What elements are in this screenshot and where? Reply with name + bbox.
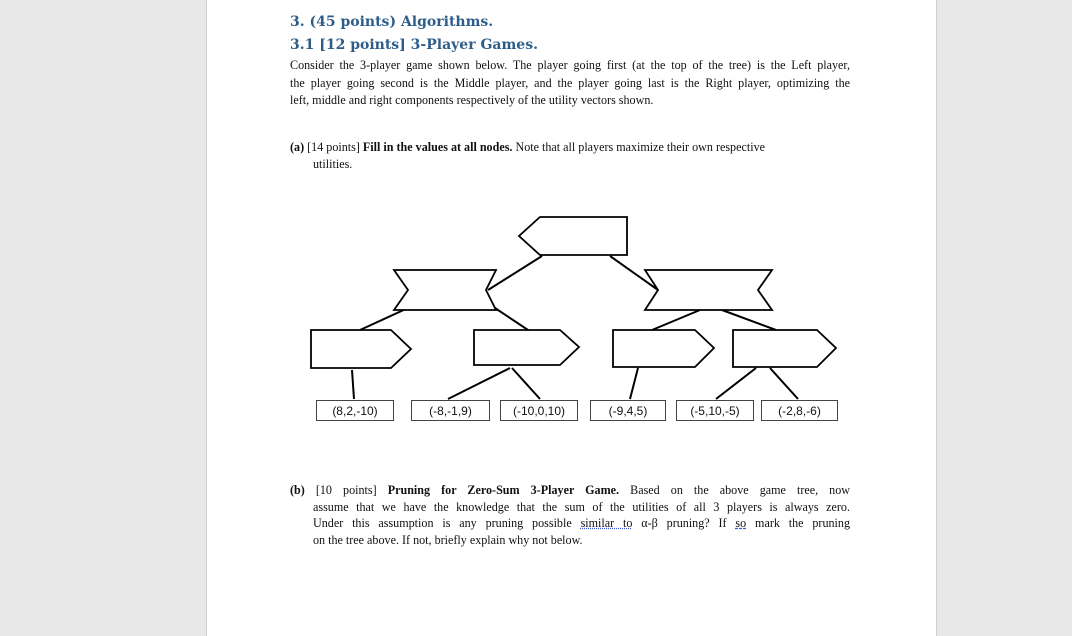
part-a-label: (a) (290, 140, 305, 154)
right-player-node-1[interactable] (311, 330, 411, 368)
leaf-utility-2: (-8,-1,9) (411, 400, 490, 421)
part-a-line-2: utilities. (313, 157, 353, 171)
leaf-utility-6: (-2,8,-6) (761, 400, 838, 421)
leaf-utility-5: (-5,10,-5) (676, 400, 754, 421)
tree-edge (495, 308, 528, 330)
part-a-note: Note that all players maximize their own respective (515, 140, 765, 154)
intro-line-2: the player going second is the Middle player, and the player going last is the Right player, optimizing the (290, 76, 850, 90)
intro-line-3: left, middle and right components respectively of the utility vectors shown. (290, 93, 654, 107)
part-b-line-1 (290, 482, 850, 499)
spellcheck-underline: similar to (580, 516, 633, 530)
subsection-heading: 3.1 [12 points] 3-Player Games. (290, 37, 538, 53)
right-player-node-2[interactable] (474, 330, 579, 365)
tree-edge (512, 368, 540, 399)
section-heading: 3. (45 points) Algorithms. (290, 14, 494, 30)
part-b-title: Pruning for Zero-Sum 3-Player Game. (387, 483, 620, 497)
part-b-line-2: assume that we have the knowledge that the sum of the utilities of all 3 players is always zero. (313, 500, 850, 514)
tree-edge (722, 310, 776, 330)
part-b-question-start: Under this assumption is any pruning possible (313, 516, 572, 530)
tree-edge (652, 310, 700, 330)
leaf-utility-3: (-10,0,10) (500, 400, 578, 421)
leaf-utility-4: (-9,4,5) (590, 400, 666, 421)
tree-edge (488, 256, 542, 290)
part-a-points: [14 points] (307, 140, 360, 154)
tree-edge (448, 368, 510, 399)
middle-player-node-left[interactable] (394, 270, 496, 310)
part-b-points: [10 points] (315, 483, 377, 497)
middle-player-node-right[interactable] (645, 270, 772, 310)
part-b-question-mid: α-β pruning? If (641, 516, 727, 530)
tree-edge (770, 368, 798, 399)
tree-edge (716, 368, 756, 399)
leaf-utility-1: (8,2,-10) (316, 400, 394, 421)
right-player-node-3[interactable] (613, 330, 714, 367)
intro-line-1: Consider the 3-player game shown below. The player going first (at the top of the tree) is the Left player, (290, 58, 850, 72)
part-b-question-end: mark the pruning (755, 516, 850, 530)
part-b-label: (b) (290, 483, 305, 497)
spellcheck-underline: so (735, 516, 747, 530)
part-a-instruction: Fill in the values at all nodes. (362, 140, 513, 154)
right-player-node-4[interactable] (733, 330, 836, 367)
tree-edge (630, 368, 638, 399)
part-b-intro: Based on the above game tree, now (630, 483, 851, 497)
tree-edge (360, 308, 408, 330)
part-b-line-3 (313, 515, 850, 532)
root-node-left-player[interactable] (519, 217, 627, 255)
part-b-line-4: on the tree above. If not, briefly explain why not below. (313, 533, 583, 547)
tree-edge (352, 370, 354, 399)
